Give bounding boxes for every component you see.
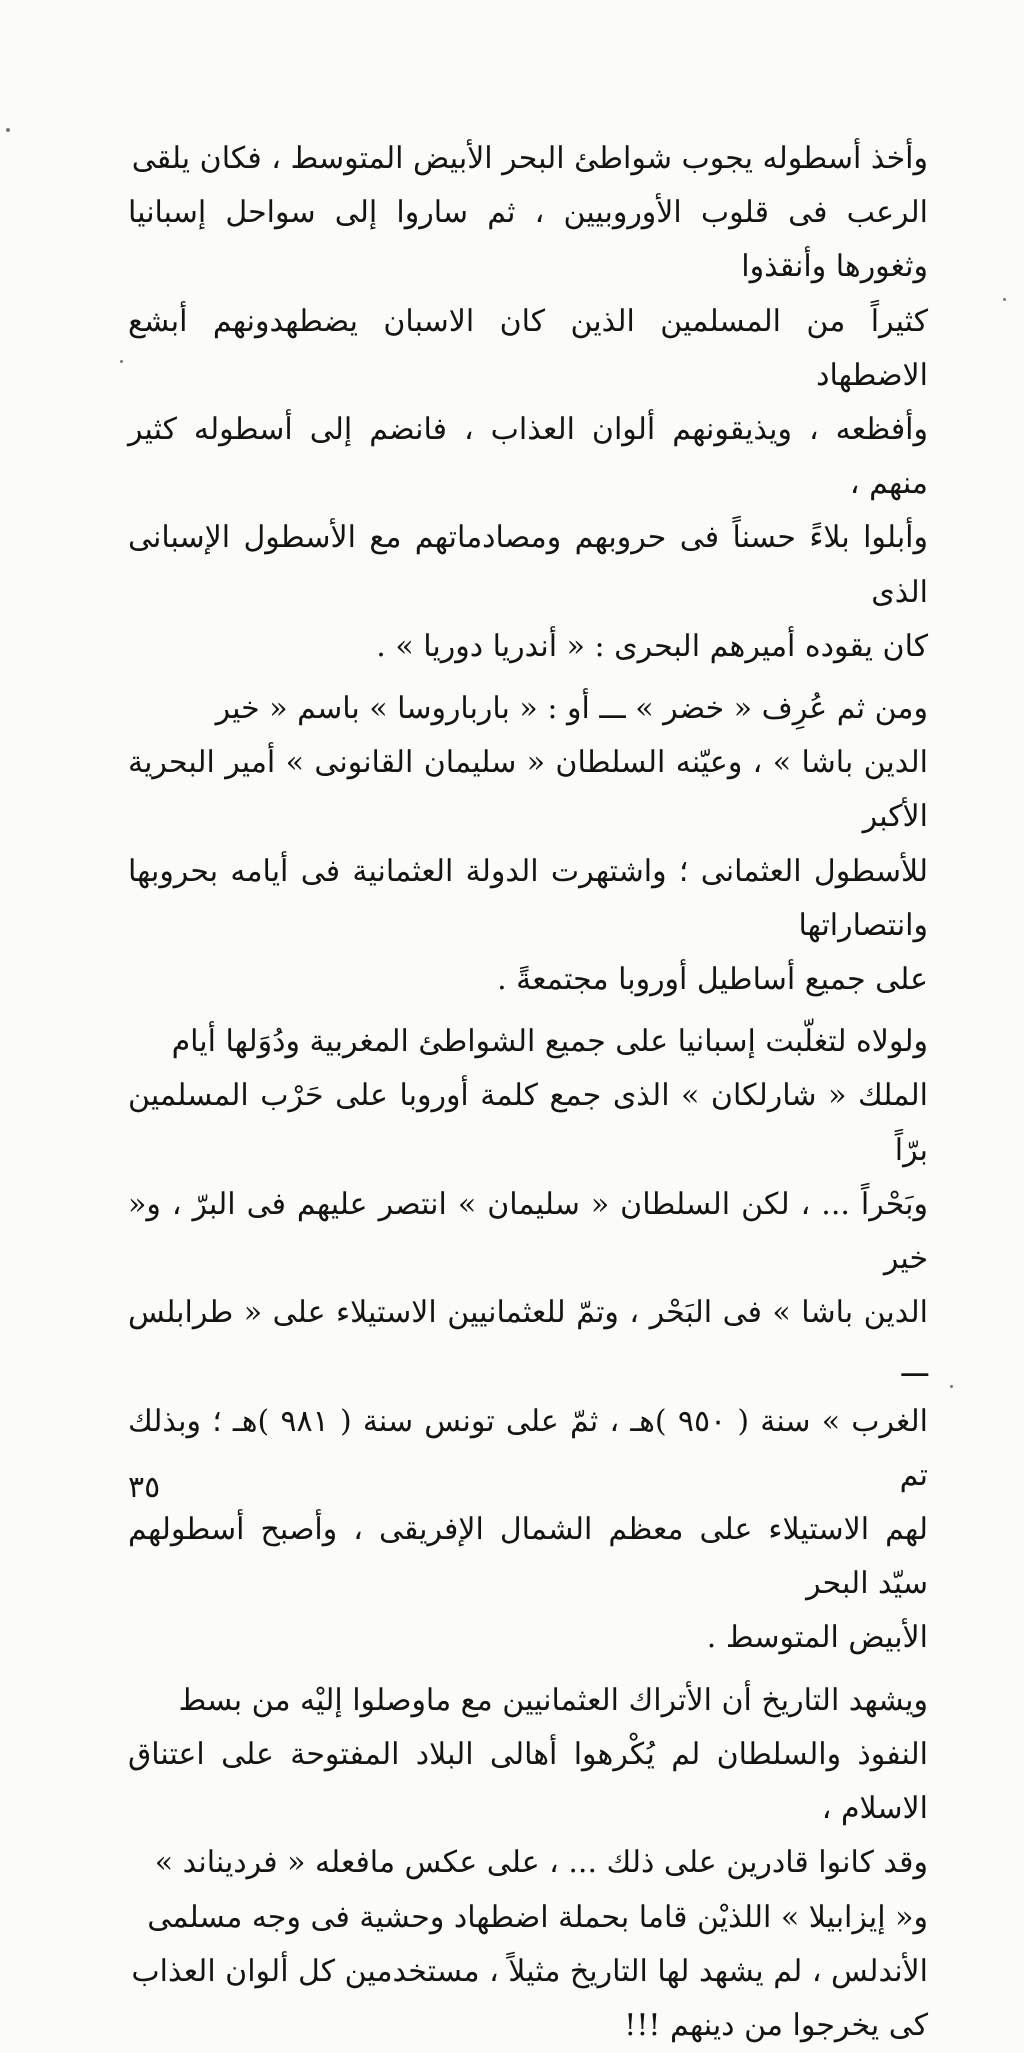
- line: لهم الاستيلاء على معظم الشمال الإفريقى ، وأصبح أسطولهم سيّد البحر: [128, 1512, 928, 1602]
- line: النفوذ والسلطان لم يُكْرهوا أهالى البلاد المفتوحة على اعتناق الاسلام ،: [128, 1736, 928, 1827]
- line: كى يخرجوا من دينهم !!!: [624, 2007, 928, 2043]
- page-number: ٣٥: [128, 1470, 161, 1505]
- line: الرعب فى قلوب الأوروبيين ، ثم ساروا إلى سواحل إسبانيا وثغورها وأنقذوا: [128, 195, 928, 285]
- line: وبَحْراً ... ، لكن السلطان « سليمان » انتصر عليهم فى البرّ ، و« خير: [128, 1186, 928, 1277]
- paragraph-3: [128, 1015, 928, 1665]
- paragraph-1: [128, 132, 928, 674]
- scan-speck: [950, 1385, 953, 1388]
- line: ومن ثم عُرِف « خضر » ـــ أو : « بارباروسا » باسم « خير: [215, 691, 928, 727]
- line: الدين باشا » فى البَحْر ، وتمّ للعثمانيين الاستيلاء على « طرابلس ـــ: [128, 1295, 928, 1385]
- paragraph-gap: [128, 674, 928, 682]
- line: ولولاه لتغلّبت إسبانيا على جميع الشواطئ المغربية ودُوَلها أيام: [171, 1024, 928, 1060]
- scan-speck: [1003, 298, 1006, 301]
- paragraph-gap: [128, 1007, 928, 1015]
- line: على جميع أساطيل أوروبا مجتمعةً .: [497, 962, 928, 998]
- line: الأبيض المتوسط .: [706, 1620, 928, 1656]
- line: الأندلس ، لم يشهد لها التاريخ مثيلاً ، مستخدمين كل ألوان العذاب: [131, 1953, 928, 1989]
- line: كثيراً من المسلمين الذين كان الاسبان يضطهدونهم أبشع الاضطهاد: [128, 303, 928, 393]
- paragraph-4: [128, 1674, 928, 2053]
- paragraph-gap: [128, 1666, 928, 1674]
- line: الغرب » سنة ( ٩٥٠ )هـ ، ثمّ على تونس سنة ( ٩٨١ )هـ ؛ وبذلك تم: [128, 1403, 928, 1493]
- line: ويشهد التاريخ أن الأتراك العثمانيين مع ماوصلوا إليْه من بسط: [178, 1682, 928, 1718]
- line: وأبلوا بلاءً حسناً فى حروبهم ومصادماتهم مع الأسطول الإسبانى الذى: [128, 520, 928, 610]
- scan-speck: [6, 128, 10, 132]
- line: للأسطول العثمانى ؛ واشتهرت الدولة العثمانية فى أيامه بحروبها وانتصاراتها: [128, 853, 928, 943]
- body-text: [128, 132, 928, 2053]
- line: وأخذ أسطوله يجوب شواطئ البحر الأبيض المتوسط ، فكان يلقى: [131, 141, 928, 176]
- line: وأفظعه ، ويذيقونهم ألوان العذاب ، فانضم إلى أسطوله كثير منهم ،: [128, 412, 928, 502]
- line: وقد كانوا قادرين على ذلك ... ، على عكس مافعله « فرديناند »: [154, 1845, 928, 1881]
- paragraph-2: [128, 682, 928, 1007]
- scan-speck: [120, 360, 123, 363]
- line: الدين باشا » ، وعيّنه السلطان « سليمان القانونى » أمير البحرية الأكبر: [128, 745, 928, 835]
- line: و« إيزابيلا » اللذيْن قاما بحملة اضطهاد وحشية فى وجه مسلمى: [147, 1899, 928, 1935]
- line: الملك « شارلكان » الذى جمع كلمة أوروبا على حَرْب المسلمين برّاً: [128, 1078, 928, 1168]
- line: كان يقوده أميرهم البحرى : « أندريا دوريا » .: [376, 628, 928, 664]
